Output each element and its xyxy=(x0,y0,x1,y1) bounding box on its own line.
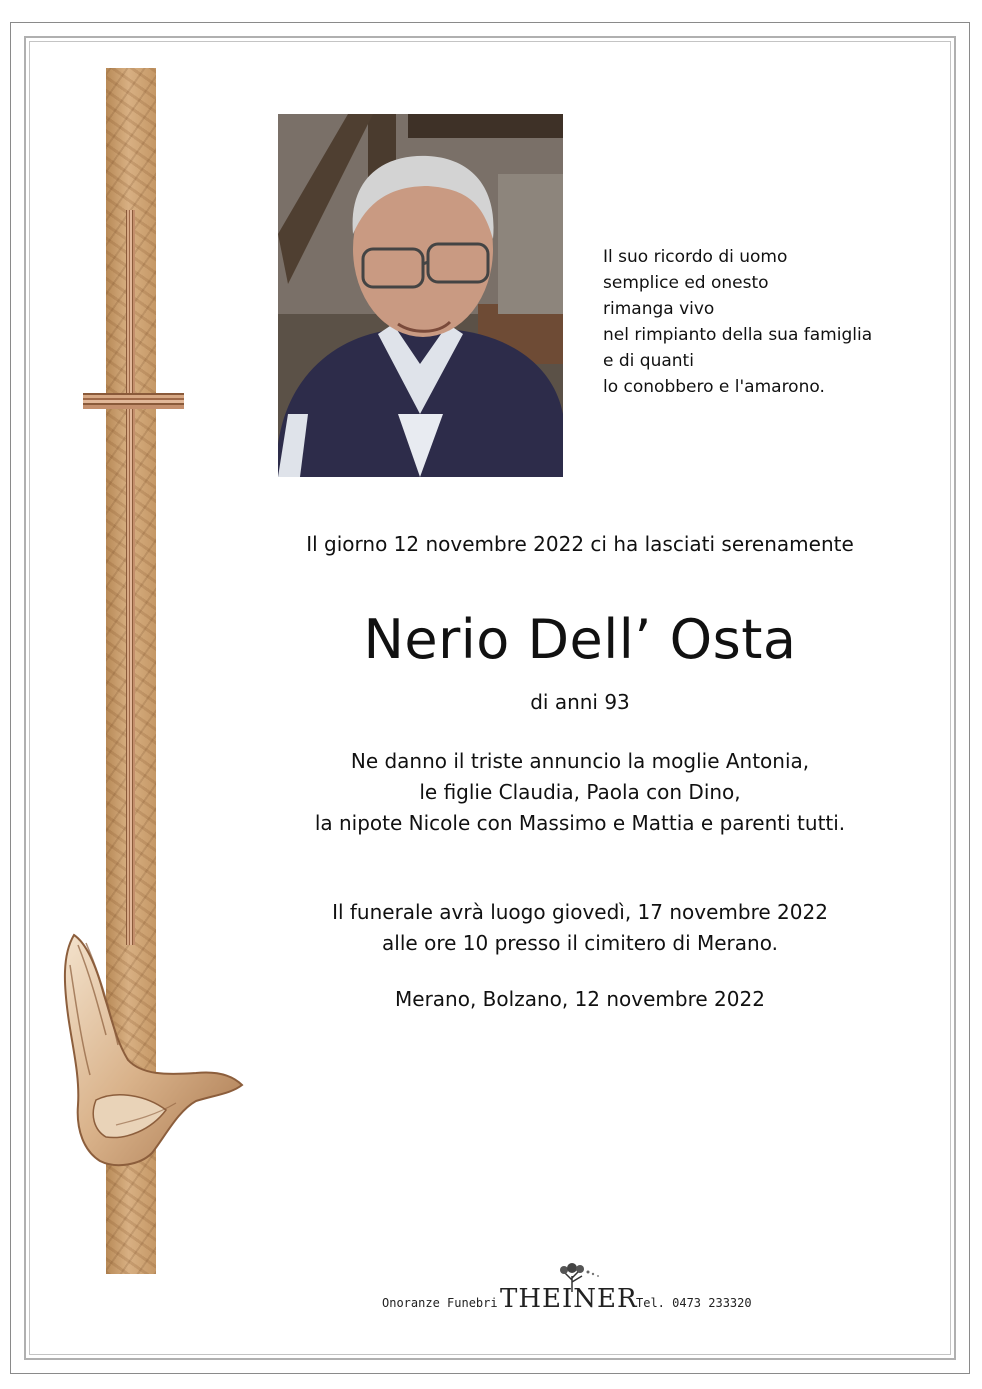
memorial-verse xyxy=(603,244,903,400)
funeral-line: Il funerale avrà luogo giovedì, 17 novembre 2022 xyxy=(332,900,828,924)
mourners-line: le figlie Claudia, Paola con Dino, xyxy=(419,780,741,804)
verse-line: rimanga vivo xyxy=(603,299,715,319)
verse-line: e di quanti xyxy=(603,351,694,371)
deceased-age: di anni 93 xyxy=(530,690,630,714)
praying-hands-icon xyxy=(56,925,246,1170)
footer-prefix: Onoranze Funebri xyxy=(382,1296,498,1310)
mourners-text xyxy=(240,746,920,839)
place-date: Merano, Bolzano, 12 novembre 2022 xyxy=(395,987,765,1011)
portrait-photo xyxy=(278,114,563,477)
verse-line: semplice ed onesto xyxy=(603,273,769,293)
footer-phone: Tel. 0473 233320 xyxy=(636,1296,752,1310)
funeral-line: alle ore 10 presso il cimitero di Merano. xyxy=(382,931,778,955)
cross-inlay-horizontal xyxy=(83,393,184,409)
footer-brand: THEINER xyxy=(500,1284,638,1314)
verse-line: lo conobbero e l'amarono. xyxy=(603,377,825,397)
cross-inlay-vertical xyxy=(126,210,135,945)
mourners-line: Ne danno il triste annuncio la moglie Antonia, xyxy=(350,749,810,773)
funeral-details xyxy=(240,897,920,959)
deceased-name: Nerio Dell’ Osta xyxy=(363,608,797,671)
verse-line: Il suo ricordo di uomo xyxy=(603,247,788,267)
mourners-line: la nipote Nicole con Massimo e Mattia e parenti tutti. xyxy=(314,811,846,835)
announcement-intro: Il giorno 12 novembre 2022 ci ha lasciati serenamente xyxy=(306,532,854,556)
verse-line: nel rimpianto della sua famiglia xyxy=(603,325,873,345)
funeral-home-footer xyxy=(382,1262,762,1322)
